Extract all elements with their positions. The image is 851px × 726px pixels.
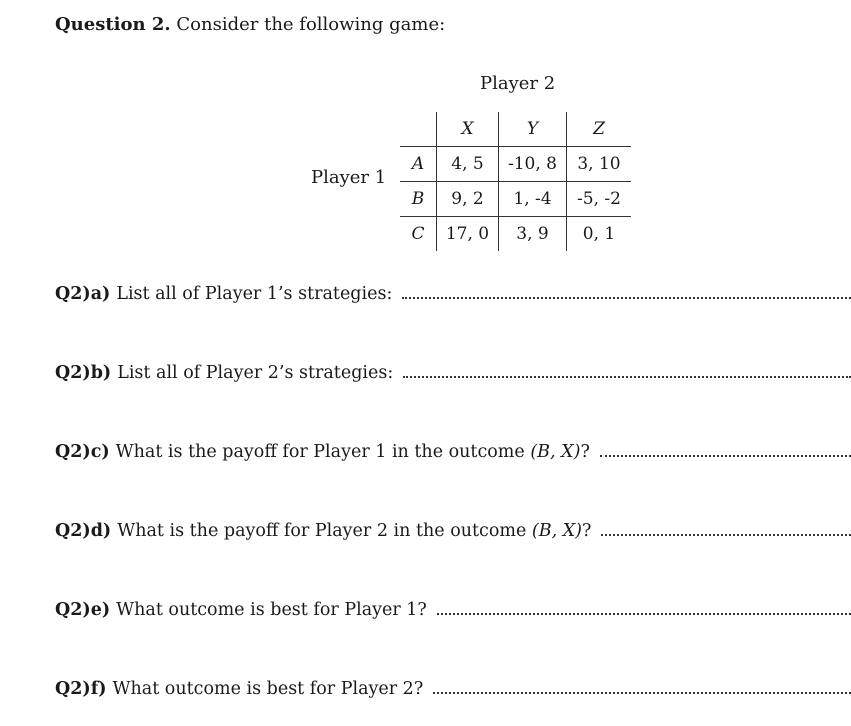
question-b-text: List all of Player 2’s strategies:: [117, 363, 394, 383]
corner-cell: [400, 112, 437, 147]
row-label-c: C: [400, 217, 437, 252]
question-c-suffix: ?: [580, 442, 590, 462]
answer-line-c[interactable]: [600, 441, 851, 457]
question-e: [55, 599, 851, 620]
question-f: [55, 678, 851, 699]
column-header-y: Y: [499, 112, 567, 147]
payoff-cell: 9, 2: [437, 182, 499, 217]
question-d-suffix: ?: [582, 521, 592, 541]
payoff-cell: -5, -2: [567, 182, 632, 217]
row-label-a: A: [400, 147, 437, 182]
payoff-cell: 1, -4: [499, 182, 567, 217]
question-d-outcome: (B, X): [531, 521, 583, 541]
table-row: [400, 182, 631, 217]
question-c-text: What is the payoff for Player 1 in the outcome: [115, 442, 525, 462]
answer-line-b[interactable]: [403, 362, 851, 378]
column-header-z: Z: [593, 119, 605, 139]
answer-line-a[interactable]: [402, 283, 851, 299]
answer-line-e[interactable]: [437, 599, 851, 615]
question-d-text: What is the payoff for Player 2 in the outcome: [117, 521, 527, 541]
question-a: [55, 283, 851, 304]
question-f-number: Q2)f): [55, 679, 107, 699]
question-d: [55, 520, 851, 541]
question-d-number: Q2)d): [55, 521, 112, 541]
answer-line-f[interactable]: [433, 678, 851, 694]
table-row: [400, 147, 631, 182]
question-b: [55, 362, 851, 383]
payoff-cell: 4, 5: [437, 147, 499, 182]
question-e-text: What outcome is best for Player 1?: [116, 600, 427, 620]
payoff-cell: 3, 9: [499, 217, 567, 252]
question-c-outcome: (B, X): [530, 442, 581, 462]
payoff-cell: 0, 1: [582, 224, 616, 244]
question-f-text: What outcome is best for Player 2?: [112, 679, 424, 699]
question-c: [55, 441, 851, 462]
payoff-cell: -10, 8: [499, 147, 567, 182]
question-c-number: Q2)c): [55, 442, 110, 462]
payoff-matrix: [400, 112, 631, 251]
answer-line-d[interactable]: [601, 520, 851, 536]
column-header-x: X: [437, 112, 499, 147]
question-heading: [55, 14, 445, 35]
column-header-row: [400, 112, 631, 147]
table-row: [400, 217, 631, 252]
payoff-cell: 3, 10: [567, 147, 632, 182]
row-label-b: B: [400, 182, 437, 217]
player1-label: Player 1: [311, 167, 387, 188]
question-e-number: Q2)e): [55, 600, 111, 620]
player2-label: Player 2: [480, 73, 556, 94]
question-number: Question 2.: [55, 14, 171, 35]
question-b-number: Q2)b): [55, 363, 112, 383]
payoff-cell: 17, 0: [437, 217, 499, 252]
question-a-number: Q2)a): [55, 284, 111, 304]
question-intro: Consider the following game:: [176, 14, 446, 35]
question-a-text: List all of Player 1’s strategies:: [116, 284, 393, 304]
